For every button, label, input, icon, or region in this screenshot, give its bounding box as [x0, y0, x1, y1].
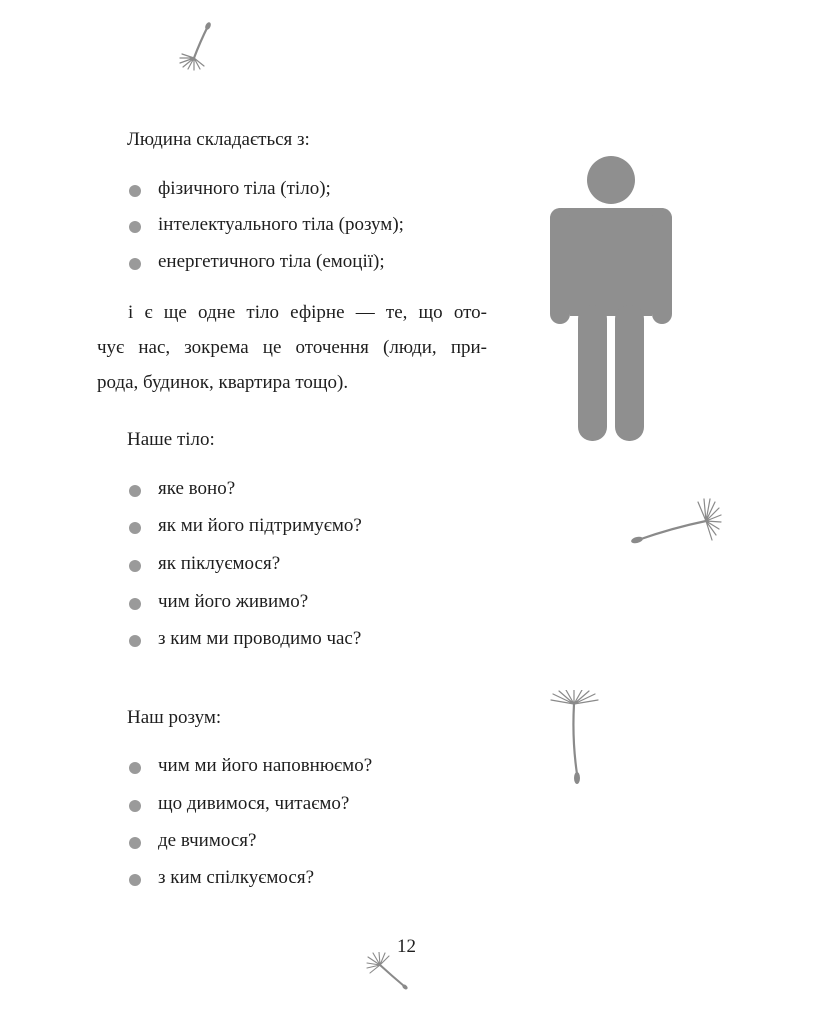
paragraph-line: рода, будинок, квартира тощо).	[97, 372, 349, 393]
bullet-dot	[129, 485, 141, 497]
bullet-dot	[129, 635, 141, 647]
body-section-heading: Наше тіло:	[127, 429, 215, 450]
bullet-dot	[129, 221, 141, 233]
bullet-dot	[129, 522, 141, 534]
intro-paragraph	[97, 295, 487, 400]
page-number: 12	[397, 936, 416, 957]
dandelion-seed-icon	[364, 952, 410, 992]
bullet-dot	[129, 185, 141, 197]
mind-section-heading: Наш розум:	[127, 707, 222, 728]
person-icon	[550, 155, 672, 441]
bullet-dot	[129, 258, 141, 270]
paragraph-line: і є ще одне тіло ефірне — те, що ото-	[128, 302, 487, 323]
bullet-dot	[129, 762, 141, 774]
dandelion-seed-icon	[628, 494, 724, 550]
paragraph-line: чує нас, зокрема це оточення (люди, при-	[97, 337, 487, 358]
bullet-dot	[129, 800, 141, 812]
intro-heading: Людина складається з:	[127, 129, 310, 150]
bullet-dot	[129, 560, 141, 572]
dandelion-seed-icon	[546, 690, 602, 788]
dandelion-seed-icon	[174, 20, 216, 72]
bullet-dot	[129, 837, 141, 849]
bullet-dot	[129, 874, 141, 886]
bullet-dot	[129, 598, 141, 610]
